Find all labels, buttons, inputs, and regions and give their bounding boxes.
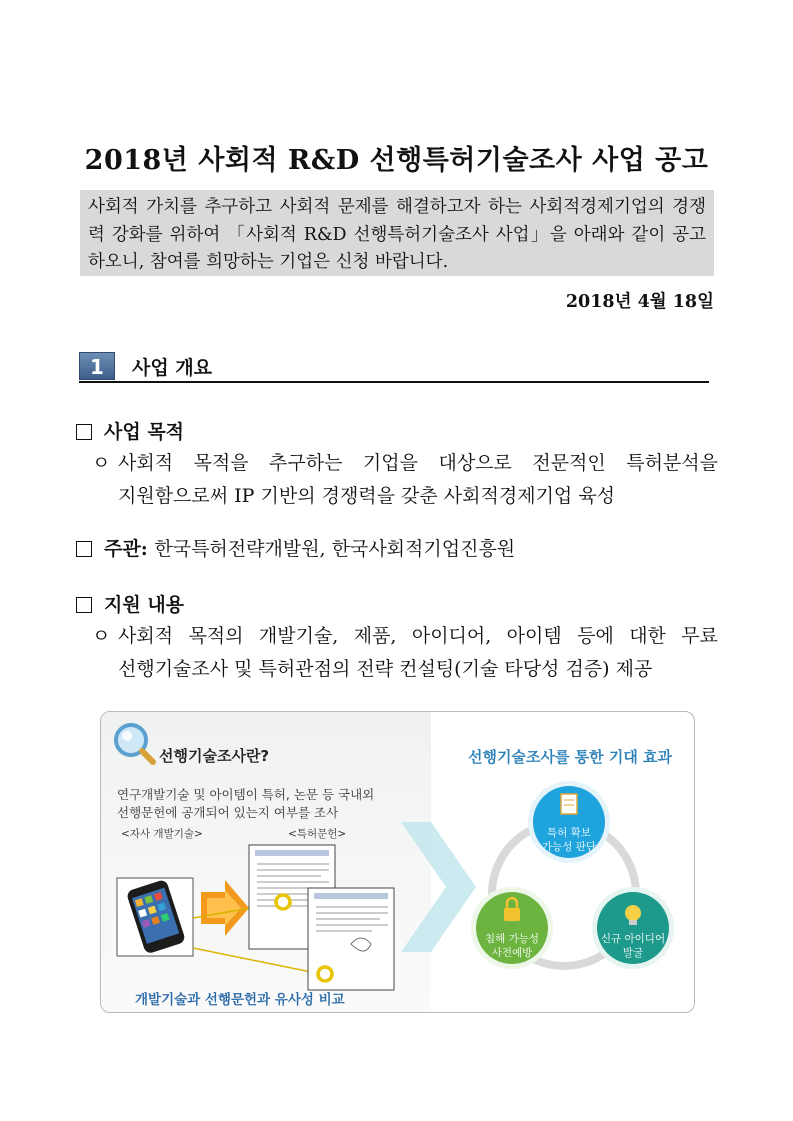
magnifier-icon (116, 725, 153, 762)
figure-bottom-caption: 개발기술과 선행문헌과 유사성 비교 (135, 992, 345, 1008)
effect-label-2b: 사전예방 (491, 947, 533, 959)
host-heading (76, 534, 515, 561)
purpose-line-2: 지원함으로써 IP 기반의 경쟁력을 갖춘 사회적경제기업 육성 (118, 485, 616, 507)
figure-left-title: 선행기술조사란? (159, 747, 270, 765)
lightbulb-icon (625, 905, 641, 921)
checkbox-square-icon (76, 541, 92, 557)
smartphone-image (117, 878, 193, 956)
section-number-badge: 1 (79, 352, 115, 380)
figure-description-line-1: 연구개발기술 및 아이템이 특허, 논문 등 국내외 (117, 787, 375, 802)
caption-own-tech: <자사 개발기술> (121, 828, 203, 840)
effect-circle-infringement (471, 887, 553, 969)
support-heading (76, 590, 184, 617)
effect-circle-idea (592, 887, 674, 969)
intro-box (80, 190, 714, 276)
announcement-date: 2018년 4월 18일 (565, 292, 714, 312)
bullet-icon: ㅇ (92, 625, 111, 647)
support-paragraph (92, 620, 718, 686)
highlight-ring-icon (318, 967, 332, 981)
bullet-icon: ㅇ (92, 452, 111, 474)
checkbox-square-icon (76, 597, 92, 613)
host-heading-text: 주관: (104, 538, 148, 560)
orange-arrow-icon (201, 880, 249, 936)
purpose-heading (76, 417, 184, 444)
chevron-arrow-icon (401, 822, 476, 952)
figure-description (117, 786, 374, 822)
effect-label-3b: 발굴 (622, 947, 644, 959)
lock-icon (504, 908, 520, 921)
figure-right-title: 선행기술조사를 통한 기대 효과 (468, 748, 673, 766)
section-title: 사업 개요 (132, 357, 213, 379)
effect-label-1b: 가능성 판단 (541, 841, 597, 853)
effect-label-3a: 신규 아이디어 (600, 933, 666, 945)
support-line-1: 사회적 목적의 개발기술, 제품, 아이디어, 아이템 등에 대한 무료 (118, 625, 718, 647)
prior-art-search-figure (100, 711, 695, 1013)
document-icon (561, 794, 577, 814)
effect-circle-patent (528, 781, 610, 863)
purpose-line-1: 사회적 목적을 추구하는 기업을 대상으로 전문적인 특허분석을 (118, 452, 718, 474)
document-title: 2018년 사회적 R&D 선행특허기술조사 사업 공고 (84, 145, 709, 176)
effect-label-1a: 특허 확보 (547, 827, 591, 839)
purpose-heading-text: 사업 목적 (104, 421, 185, 443)
intro-text: 사회적 가치를 추구하고 사회적 문제를 해결하고자 하는 사회적경제기업의 경쟁력 강화를 위하여 「사회적 R&D 선행특허기술조사 사업」을 아래와 같이 공고하오니, 참여를 희망하는 기업은 신청 바랍니다. (88, 197, 706, 272)
effect-label-2a: 침해 가능성 (484, 933, 540, 945)
support-heading-text: 지원 내용 (104, 594, 185, 616)
figure-description-line-2: 선행문헌에 공개되어 있는지 여부를 조사 (117, 805, 339, 820)
section-header (79, 352, 709, 383)
support-line-2: 선행기술조사 및 특허관점의 전략 컨설팅(기술 타당성 검증) 제공 (118, 658, 653, 680)
purpose-paragraph (92, 447, 718, 513)
caption-patent-doc: <특허문헌> (288, 828, 347, 840)
host-value: 한국특허전략개발원, 한국사회적기업진흥원 (154, 538, 516, 560)
highlight-ring-icon (276, 895, 290, 909)
checkbox-square-icon (76, 424, 92, 440)
